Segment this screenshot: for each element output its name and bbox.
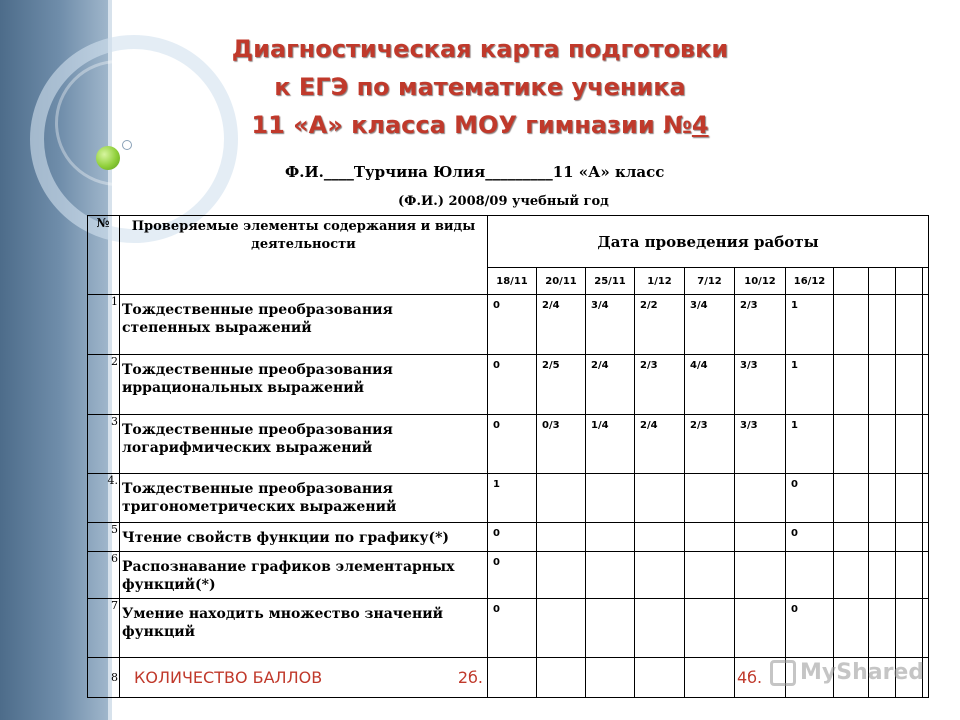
score-cell: 0/3 xyxy=(537,415,586,474)
score-cell xyxy=(923,474,929,523)
summary-cell xyxy=(685,658,735,698)
score-cell xyxy=(834,295,869,355)
score-cell: 0 xyxy=(786,523,834,552)
score-cell xyxy=(923,523,929,552)
watermark-text: MyShared xyxy=(800,660,925,685)
summary-number: 8 xyxy=(88,658,120,698)
score-cell xyxy=(586,474,635,523)
date-header: 10/12 xyxy=(735,268,786,295)
score-cell xyxy=(869,355,896,415)
score-cell xyxy=(635,523,685,552)
score-cell: 1 xyxy=(786,355,834,415)
score-cell: 1/4 xyxy=(586,415,635,474)
summary-label-text: КОЛИЧЕСТВО БАЛЛОВ xyxy=(134,668,323,687)
diagnostic-table xyxy=(87,215,929,698)
table-spacer-bottom xyxy=(929,658,930,698)
score-cell xyxy=(735,599,786,658)
score-cell xyxy=(923,355,929,415)
row-element: Умение находить множество значений функций xyxy=(120,599,488,658)
table-row xyxy=(88,599,930,658)
score-cell: 2/3 xyxy=(735,295,786,355)
score-cell: 2/3 xyxy=(685,415,735,474)
watermark-icon xyxy=(770,660,796,686)
score-cell xyxy=(735,523,786,552)
score-cell xyxy=(685,599,735,658)
score-cell xyxy=(537,474,586,523)
score-cell xyxy=(923,415,929,474)
score-cell xyxy=(896,415,923,474)
summary-cell xyxy=(635,658,685,698)
row-element: Тождественные преобразования тригонометрических выражений xyxy=(120,474,488,523)
score-cell xyxy=(834,355,869,415)
score-cell xyxy=(896,355,923,415)
summary-label xyxy=(120,658,488,698)
summary-last-total: 4б. xyxy=(735,658,786,698)
score-cell: 1 xyxy=(488,474,537,523)
score-cell xyxy=(735,474,786,523)
row-element: Тождественные преобразования степенных выражений xyxy=(120,295,488,355)
score-cell xyxy=(685,523,735,552)
date-header: 1/12 xyxy=(635,268,685,295)
score-cell xyxy=(786,552,834,599)
score-cell: 0 xyxy=(488,552,537,599)
row-number: 5 xyxy=(88,523,120,552)
score-cell xyxy=(635,599,685,658)
row-number: 2 xyxy=(88,355,120,415)
score-cell: 0 xyxy=(488,415,537,474)
row-number: 1 xyxy=(88,295,120,355)
score-cell xyxy=(869,295,896,355)
score-cell: 4/4 xyxy=(685,355,735,415)
score-cell: 3/3 xyxy=(735,415,786,474)
date-header: 20/11 xyxy=(537,268,586,295)
score-cell xyxy=(834,474,869,523)
row-element: Распознавание графиков элементарных функций(*) xyxy=(120,552,488,599)
score-cell xyxy=(896,552,923,599)
summary-cell xyxy=(586,658,635,698)
title-line-3-text: 11 «А» класса МОУ гимназии № xyxy=(251,111,692,139)
row-number: 4. xyxy=(88,474,120,523)
table-spacer xyxy=(929,216,930,658)
date-header xyxy=(923,268,929,295)
score-cell xyxy=(923,599,929,658)
score-cell: 1 xyxy=(786,415,834,474)
header-elements: Проверяемые элементы содержания и виды деятельности xyxy=(120,216,488,295)
table-row xyxy=(88,523,930,552)
date-header xyxy=(834,268,869,295)
score-cell xyxy=(834,415,869,474)
score-cell xyxy=(735,552,786,599)
score-cell: 0 xyxy=(488,599,537,658)
score-cell xyxy=(869,523,896,552)
score-cell: 0 xyxy=(786,599,834,658)
date-header xyxy=(869,268,896,295)
score-cell xyxy=(635,552,685,599)
score-cell xyxy=(635,474,685,523)
row-number: 3 xyxy=(88,415,120,474)
slide-title xyxy=(150,30,810,144)
score-cell xyxy=(896,295,923,355)
score-cell: 2/2 xyxy=(635,295,685,355)
score-cell: 0 xyxy=(488,295,537,355)
score-cell xyxy=(923,295,929,355)
title-line-2: к ЕГЭ по математике ученика xyxy=(274,73,686,101)
summary-first-total: 2б. xyxy=(457,668,483,687)
score-cell xyxy=(869,474,896,523)
header-number: № xyxy=(88,216,120,295)
score-cell: 2/4 xyxy=(537,295,586,355)
score-cell xyxy=(685,552,735,599)
score-cell xyxy=(834,552,869,599)
watermark-logo xyxy=(770,660,924,686)
score-cell xyxy=(834,599,869,658)
decorative-small-dot xyxy=(122,140,132,150)
score-cell: 3/3 xyxy=(735,355,786,415)
score-cell xyxy=(537,552,586,599)
score-cell xyxy=(537,599,586,658)
title-line-3-number: 4 xyxy=(691,111,709,139)
summary-cell xyxy=(488,658,537,698)
date-header xyxy=(896,268,923,295)
score-cell xyxy=(923,552,929,599)
score-cell: 2/4 xyxy=(635,415,685,474)
summary-cell xyxy=(537,658,586,698)
row-element: Чтение свойств функции по графику(*) xyxy=(120,523,488,552)
score-cell xyxy=(685,474,735,523)
score-cell xyxy=(869,552,896,599)
score-cell: 3/4 xyxy=(685,295,735,355)
score-cell: 2/4 xyxy=(586,355,635,415)
row-element: Тождественные преобразования иррациональных выражений xyxy=(120,355,488,415)
date-header: 7/12 xyxy=(685,268,735,295)
score-cell xyxy=(869,415,896,474)
score-cell xyxy=(586,599,635,658)
row-number: 7 xyxy=(88,599,120,658)
score-cell xyxy=(896,599,923,658)
table-row xyxy=(88,415,930,474)
table-row xyxy=(88,552,930,599)
row-number: 6 xyxy=(88,552,120,599)
date-header: 16/12 xyxy=(786,268,834,295)
title-line-1: Диагностическая карта подготовки xyxy=(231,35,729,63)
score-cell: 0 xyxy=(786,474,834,523)
score-cell xyxy=(586,552,635,599)
table-row xyxy=(88,295,930,355)
score-cell: 0 xyxy=(488,523,537,552)
score-cell: 2/5 xyxy=(537,355,586,415)
header-dates-title: Дата проведения работы xyxy=(488,216,929,268)
score-cell: 1 xyxy=(786,295,834,355)
score-cell xyxy=(896,474,923,523)
score-cell xyxy=(834,523,869,552)
date-header: 25/11 xyxy=(586,268,635,295)
student-name-line: Ф.И.____Турчина Юлия_________11 «А» класс xyxy=(285,163,665,181)
title-line-3 xyxy=(150,106,810,144)
score-cell: 2/3 xyxy=(635,355,685,415)
score-cell xyxy=(896,523,923,552)
score-cell: 3/4 xyxy=(586,295,635,355)
score-cell: 0 xyxy=(488,355,537,415)
table-row xyxy=(88,474,930,523)
decorative-green-dot xyxy=(96,146,120,170)
row-element: Тождественные преобразования логарифмических выражений xyxy=(120,415,488,474)
school-year-line: (Ф.И.) 2008/09 учебный год xyxy=(398,194,609,209)
score-cell xyxy=(869,599,896,658)
score-cell xyxy=(586,523,635,552)
score-cell xyxy=(537,523,586,552)
table-row xyxy=(88,355,930,415)
date-header: 18/11 xyxy=(488,268,537,295)
